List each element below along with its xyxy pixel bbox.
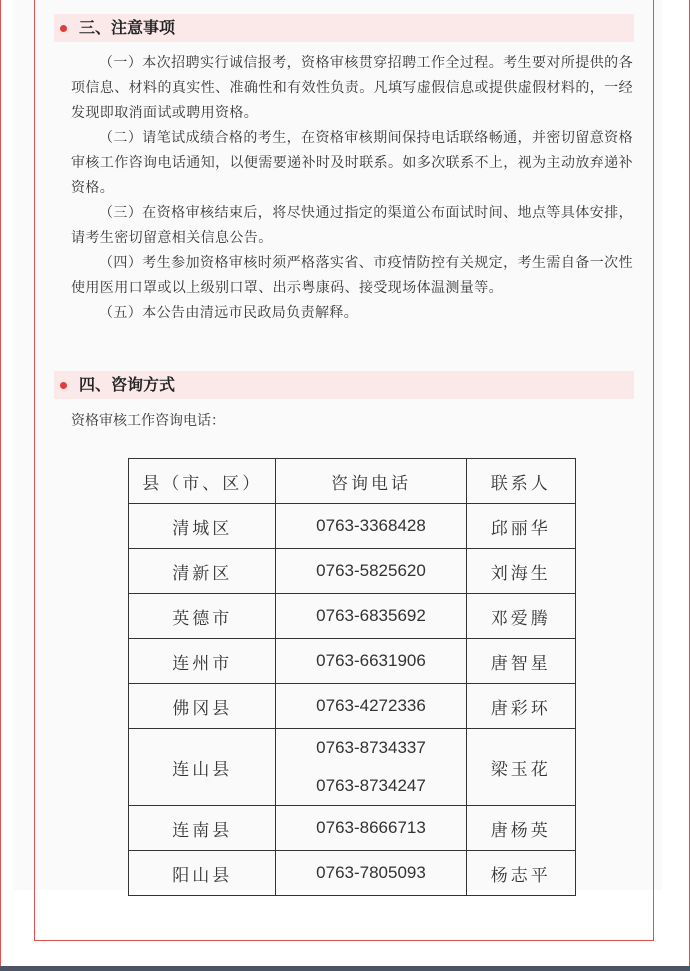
note-paragraph: （五）本公告由清远市民政局负责解释。 <box>99 305 359 321</box>
phone-number: 0763-8734247 <box>316 776 426 795</box>
section-title: 三、注意事项 <box>79 18 176 37</box>
column-header-county: 县（市、区） <box>129 459 276 504</box>
phone-cell: 0763-4272336 <box>276 684 466 729</box>
contact-cell: 邱丽华 <box>466 504 575 549</box>
notes-paragraphs <box>71 51 633 326</box>
contact-cell: 邓爱腾 <box>466 594 575 639</box>
county-cell: 连州市 <box>129 639 276 684</box>
note-paragraph: （四）考生参加资格审核时须严格落实省、市疫情防控有关规定，考生需自备一次性使用医用口罩或以上级别口罩、出示粤康码、接受现场体温测量等。 <box>71 255 633 296</box>
county-cell: 阳山县 <box>129 851 276 896</box>
bullet-dot-icon <box>60 25 67 32</box>
phone-cell: 0763-5825620 <box>276 549 466 594</box>
county-cell: 清城区 <box>129 504 276 549</box>
table-row <box>129 851 576 896</box>
table-row <box>129 549 576 594</box>
phone-cell: 0763-6835692 <box>276 594 466 639</box>
contact-cell: 杨志平 <box>466 851 575 896</box>
bullet-dot-icon <box>60 382 67 389</box>
column-header-contact: 联系人 <box>466 459 575 504</box>
contact-cell: 唐杨英 <box>466 806 575 851</box>
contact-intro: 资格审核工作咨询电话： <box>71 413 225 429</box>
phone-cell: 0763-3368428 <box>276 504 466 549</box>
phone-cell: 0763-8666713 <box>276 806 466 851</box>
section-header-notes <box>54 14 634 42</box>
phone-number: 0763-8734337 <box>316 738 426 757</box>
county-cell: 连山县 <box>129 729 276 806</box>
table-row <box>129 639 576 684</box>
table-header-row <box>129 459 576 504</box>
column-header-phone: 咨询电话 <box>276 459 466 504</box>
county-cell: 清新区 <box>129 549 276 594</box>
note-paragraph: （二）请笔试成绩合格的考生，在资格审核期间保持电话联络畅通，并密切留意资格审核工作咨询电话通知，以便需要递补时及时联系。如多次联系不上，视为主动放弃递补资格。 <box>71 130 633 196</box>
county-cell: 英德市 <box>129 594 276 639</box>
contact-cell: 唐彩环 <box>466 684 575 729</box>
contact-cell: 刘海生 <box>466 549 575 594</box>
bottom-edge-bar <box>0 966 690 971</box>
note-paragraph: （一）本次招聘实行诚信报考，资格审核贯穿招聘工作全过程。考生要对所提供的各项信息、材料的真实性、准确性和有效性负责。凡填写虚假信息或提供虚假材料的，一经发现即取消面试或聘用资格。 <box>71 55 633 121</box>
table-row <box>129 729 576 806</box>
table-row <box>129 504 576 549</box>
table-row <box>129 594 576 639</box>
table-row <box>129 684 576 729</box>
contact-table <box>128 458 576 896</box>
phone-cell: 0763-7805093 <box>276 851 466 896</box>
county-cell: 佛冈县 <box>129 684 276 729</box>
note-paragraph: （三）在资格审核结束后，将尽快通过指定的渠道公布面试时间、地点等具体安排，请考生密切留意相关信息公告。 <box>71 205 633 246</box>
table-row <box>129 806 576 851</box>
phone-cell <box>276 729 466 806</box>
section-header-contact <box>54 371 634 399</box>
contact-cell: 梁玉花 <box>466 729 575 806</box>
page-border-left <box>0 0 1 971</box>
section-title: 四、咨询方式 <box>79 375 176 394</box>
contact-cell: 唐智星 <box>466 639 575 684</box>
phone-cell: 0763-6631906 <box>276 639 466 684</box>
county-cell: 连南县 <box>129 806 276 851</box>
